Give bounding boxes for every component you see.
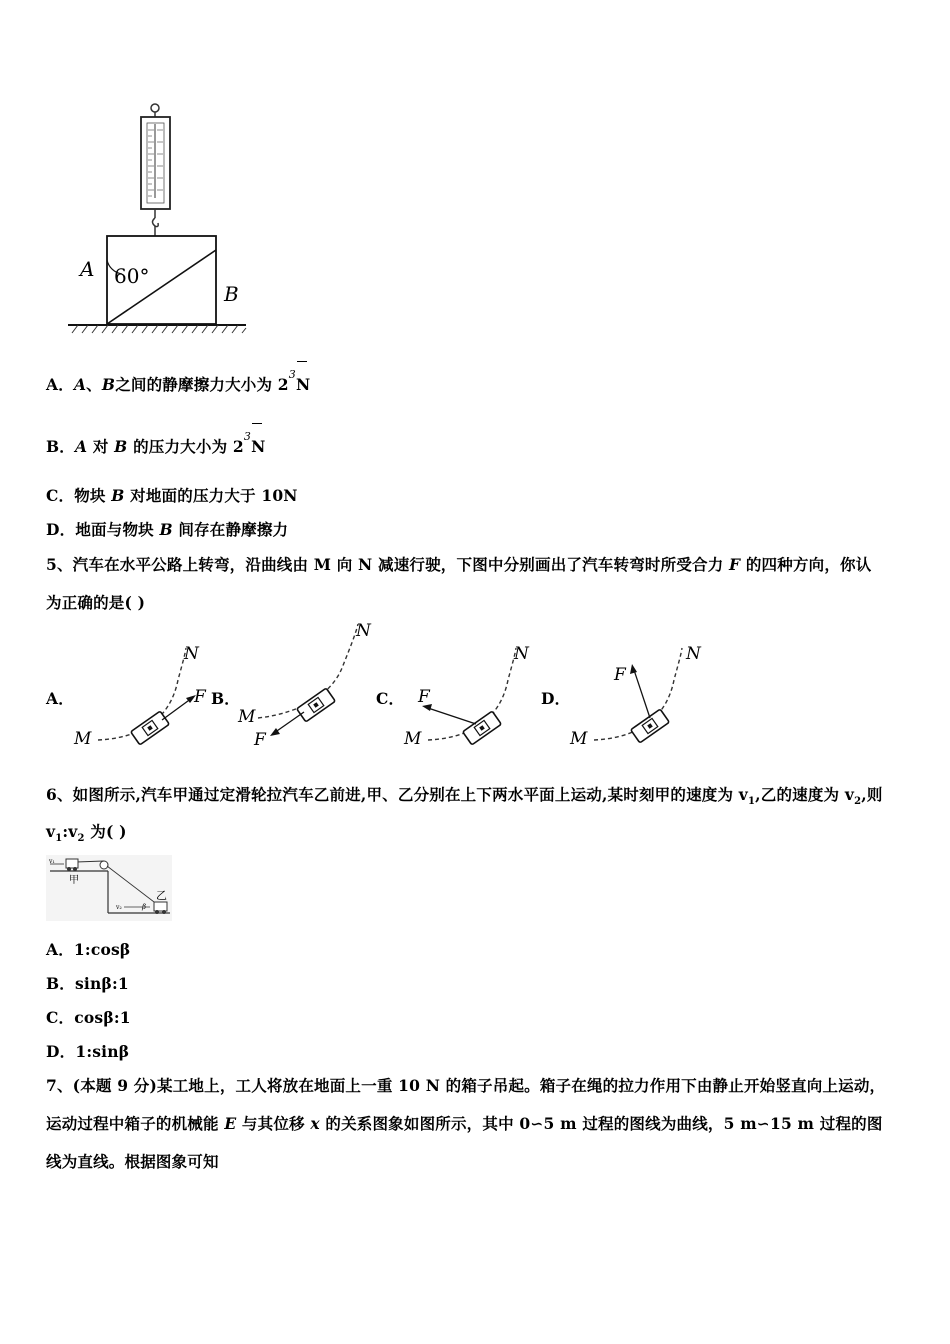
q5-option-b-label: B．	[211, 689, 241, 708]
q6-stem-line1	[46, 783, 883, 807]
q6-option-a: A．1:cosβ	[46, 940, 131, 959]
text: 对	[87, 437, 115, 456]
v2-label: v₂	[116, 904, 122, 911]
point-n: N	[686, 644, 701, 664]
label-b: B	[224, 282, 239, 306]
text: :v	[62, 822, 78, 841]
beta-label: β	[142, 903, 147, 911]
q6-option-b: B．sinβ:1	[46, 974, 129, 993]
text: 、	[86, 375, 102, 394]
q7-stem-line3: 线为直线。根据图象可知	[46, 1152, 219, 1171]
symbol-a: A	[73, 375, 87, 394]
symbol-e: E	[224, 1114, 237, 1133]
force-label: F	[254, 730, 266, 750]
q4-option-b	[46, 429, 266, 457]
q7-stem-line2	[46, 1112, 883, 1134]
text: 的压力大小为 2	[127, 437, 244, 456]
point-n: N	[184, 644, 199, 664]
spring-scale-wedge-figure	[66, 100, 256, 340]
symbol-b: B	[159, 520, 173, 539]
text: 的四种方向，你认	[740, 555, 872, 574]
symbol-f: F	[729, 555, 741, 574]
point-m: M	[74, 729, 92, 749]
q5-figure-d	[566, 640, 716, 755]
sqrt-three	[243, 429, 252, 456]
text: v	[46, 822, 56, 841]
text: 之间的静摩擦力大小为 2	[115, 375, 289, 394]
point-m: M	[238, 707, 256, 727]
text: 间存在静摩擦力	[172, 520, 289, 539]
unit: N	[295, 375, 311, 394]
text: 对地面的压力大于 10N	[124, 486, 298, 505]
q5-stem-line2: 为正确的是( )	[46, 593, 146, 612]
sqrt-three	[288, 367, 296, 394]
text: ,则	[861, 785, 883, 804]
point-m: M	[404, 729, 422, 749]
text: 5、汽车在水平公路上转弯，沿曲线由 M 向 N 减速行驶，下图中分别画出了汽车转弯时所受合力	[46, 555, 729, 574]
text: 的关系图象如图所示，其中 0∽5 m 过程的图线为曲线，5 m∽15 m 过程的图	[319, 1114, 883, 1133]
point-m: M	[570, 729, 588, 749]
text: 为( )	[84, 822, 127, 841]
v1-label: v₁	[49, 858, 55, 865]
force-label: F	[418, 687, 430, 707]
q5-stem-line1	[46, 553, 871, 575]
q5-option-c-label: C．	[376, 689, 405, 708]
symbol-b: B	[114, 437, 128, 456]
q4-option-c	[46, 484, 298, 506]
symbol-a: A	[75, 437, 88, 456]
q6-option-d: D．1:sinβ	[46, 1042, 130, 1061]
symbol-x: x	[310, 1114, 320, 1133]
unit: N	[251, 437, 266, 456]
text: D．地面与物块	[46, 520, 160, 539]
text: 6、如图所示,汽车甲通过定滑轮拉汽车乙前进,甲、乙分别在上下两水平面上运动,某时刻甲的速度为 v	[46, 785, 748, 804]
subscript: 2	[77, 833, 85, 845]
q7-stem-line1: 7、(本题 9 分)某工地上，工人将放在地面上一重 10 N 的箱子吊起。箱子在绳的拉力作用下由静止开始竖直向上运动，	[46, 1076, 886, 1095]
option-prefix: B．	[46, 437, 76, 456]
force-label: F	[614, 665, 626, 685]
text: ,乙的速度为 v	[755, 785, 855, 804]
symbol-b: B	[111, 486, 125, 505]
radicand: 3	[243, 429, 252, 443]
q5-option-a-label: A．	[46, 689, 74, 708]
q4-option-a	[46, 367, 311, 395]
q5-option-d-label: D．	[541, 689, 571, 708]
force-label: F	[194, 687, 206, 707]
subscript: 1	[747, 796, 756, 808]
radicand: 3	[288, 367, 296, 381]
text: 与其位移	[236, 1114, 311, 1133]
jia-label: 甲	[69, 875, 79, 886]
q5-figure-a	[70, 640, 220, 755]
angle-label: 60°	[114, 264, 150, 288]
label-a: A	[80, 257, 95, 281]
q6-stem-line2	[46, 820, 127, 844]
q6-option-c: C．cosβ:1	[46, 1008, 131, 1027]
subscript: 2	[854, 796, 862, 808]
point-n: N	[356, 621, 371, 641]
q4-option-d	[46, 518, 288, 540]
q5-figure-b	[232, 618, 382, 753]
point-n: N	[514, 644, 529, 664]
pulley-cars-figure	[46, 855, 172, 921]
q5-figure-c	[400, 640, 550, 755]
text: C．物块	[46, 486, 112, 505]
text: 运动过程中箱子的机械能	[46, 1114, 225, 1133]
symbol-b: B	[101, 375, 116, 394]
yi-label: 乙	[156, 889, 167, 902]
subscript: 1	[55, 833, 63, 845]
option-prefix: A．	[46, 375, 74, 394]
